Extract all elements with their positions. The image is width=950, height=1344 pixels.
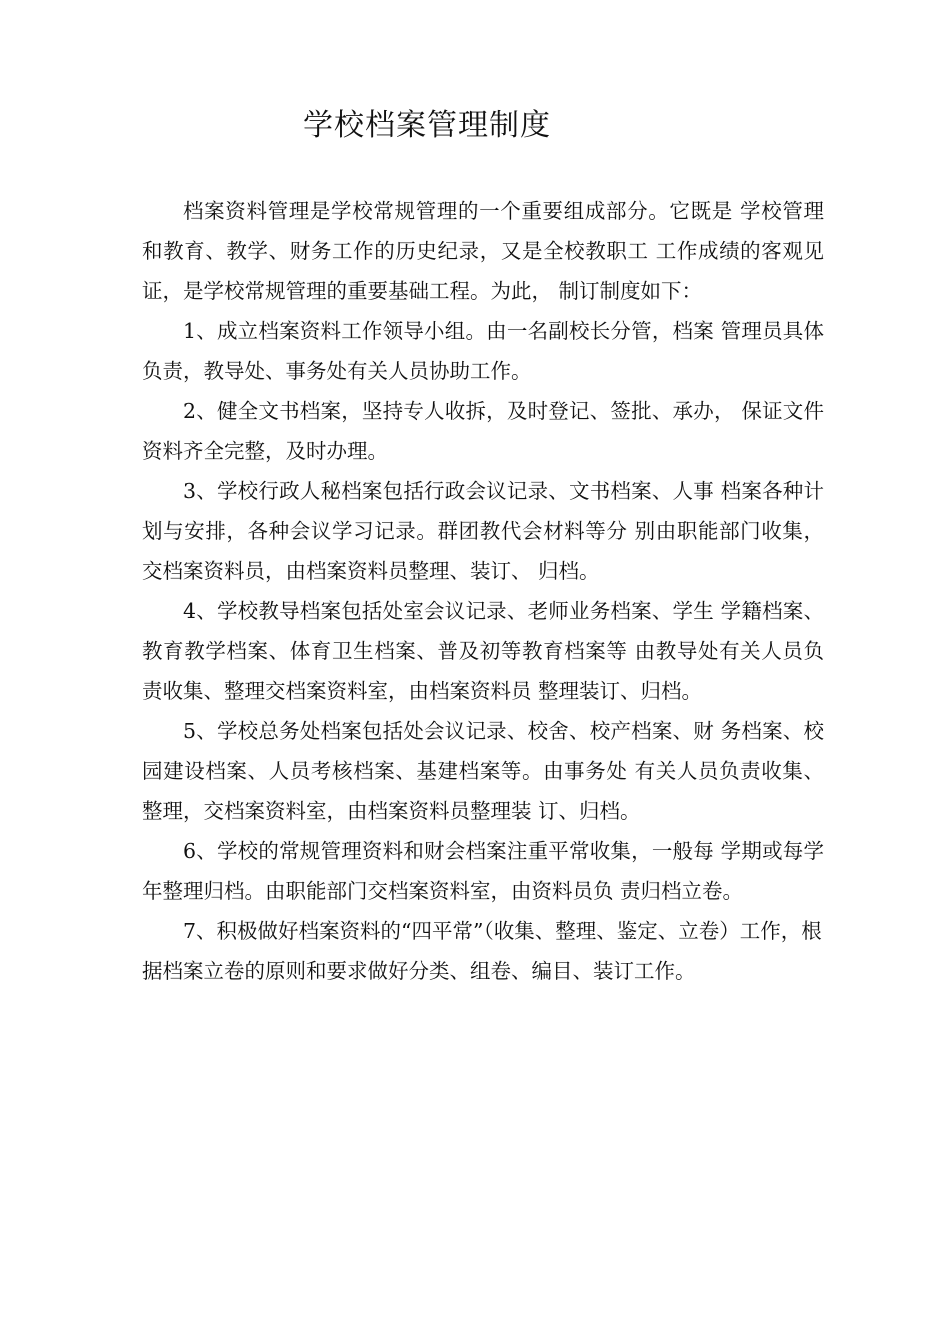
paragraph-item-3: 3、学校行政人秘档案包括行政会议记录、文书档案、人事 档案各种计划与安排，各种会议学习记录。群团教代会材料等分 别由职能部门收集，交档案资料员，由档案资料员整理、装订、 归档。 (142, 479, 824, 583)
paragraph-item-1: 1、成立档案资料工作领导小组。由一名副校长分管，档案 管理员具体负责，教导处、事务处有关人员协助工作。 (142, 319, 824, 383)
document-title: 学校档案管理制度 (303, 108, 551, 143)
paragraph-item-6: 6、学校的常规管理资料和财会档案注重平常收集，一般每 学期或每学年整理归档。由职能部门交档案资料室，由资料员负 责归档立卷。 (142, 839, 824, 903)
paragraph-item-7: 7、积极做好档案资料的“四平常”（收集、整理、鉴定、立卷）工作，根据档案立卷的原则和要求做好分类、组卷、编目、装订工作。 (142, 919, 822, 983)
paragraph-intro: 档案资料管理是学校常规管理的一个重要组成部分。它既是 学校管理和教育、教学、财务工作的历史纪录，又是全校教职工 工作成绩的客观见证，是学校常规管理的重要基础工程。为此， 制订制度如下： (142, 199, 824, 303)
paragraph-item-4: 4、学校教导档案包括处室会议记录、老师业务档案、学生 学籍档案、教育教学档案、体育卫生档案、普及初等教育档案等 由教导处有关人员负责收集、整理交档案资料室，由档案资料员 整理装订、归档。 (142, 599, 824, 703)
paragraph-item-5: 5、学校总务处档案包括处会议记录、校舍、校产档案、财 务档案、校园建设档案、人员考核档案、基建档案等。由事务处 有关人员负责收集、整理，交档案资料室，由档案资料员整理装 订、归档。 (142, 719, 824, 823)
paragraph-item-2: 2、健全文书档案，坚持专人收拆，及时登记、签批、承办， 保证文件资料齐全完整，及时办理。 (142, 399, 824, 463)
document-body (142, 191, 824, 991)
